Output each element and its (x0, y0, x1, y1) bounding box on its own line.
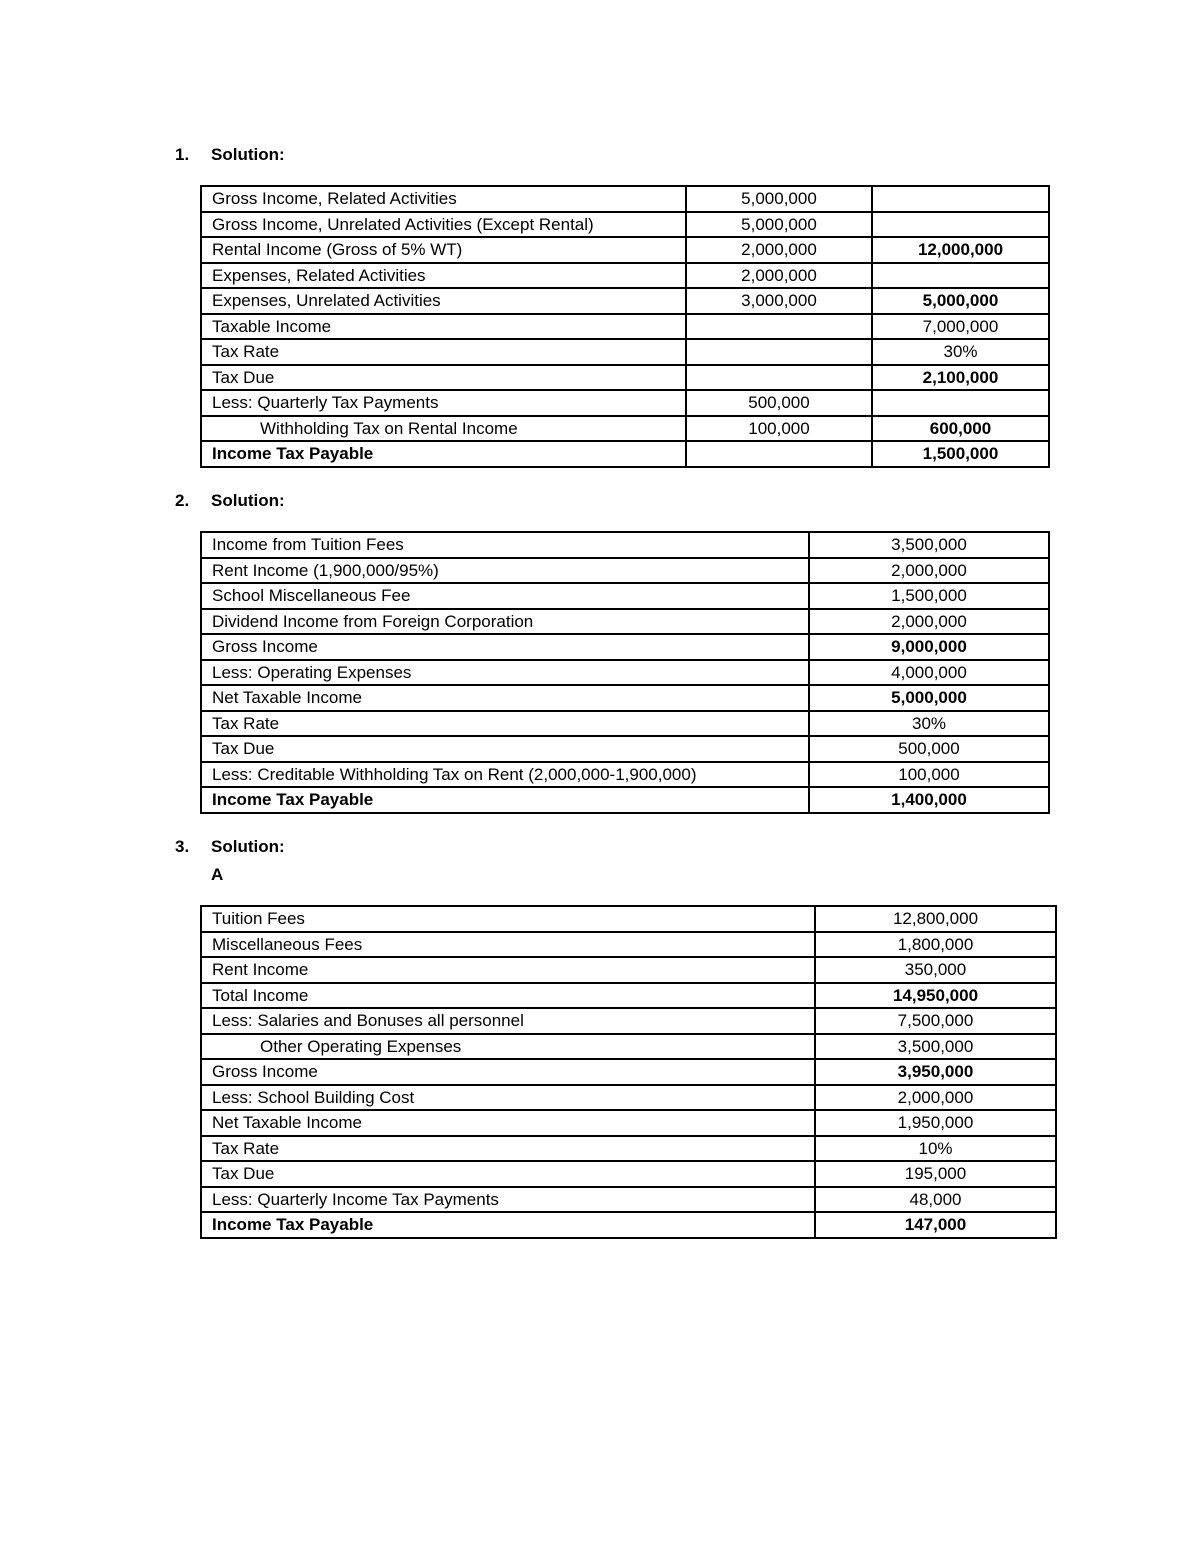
row-amount (686, 339, 872, 365)
row-value: 5,000,000 (809, 685, 1049, 711)
row-label: Less: Quarterly Income Tax Payments (201, 1187, 815, 1213)
table-row (201, 314, 1049, 340)
row-total (872, 390, 1049, 416)
row-total: 2,100,000 (872, 365, 1049, 391)
table-row (201, 762, 1049, 788)
row-value: 2,000,000 (809, 558, 1049, 584)
table-row (201, 1187, 1056, 1213)
table-row (201, 1085, 1056, 1111)
row-amount (686, 365, 872, 391)
row-value: 1,500,000 (809, 583, 1049, 609)
row-label: Tax Due (201, 365, 686, 391)
row-value: 3,950,000 (815, 1059, 1056, 1085)
row-label: Income Tax Payable (201, 441, 686, 467)
row-label: Less: Operating Expenses (201, 660, 809, 686)
row-value: 2,000,000 (809, 609, 1049, 635)
row-label: Income Tax Payable (201, 787, 809, 813)
solution-3-part-label: A (211, 865, 224, 884)
solution-1-title: Solution: (211, 145, 285, 164)
row-label: Less: Creditable Withholding Tax on Rent (2,000,000-1,900,000) (201, 762, 809, 788)
table-row (201, 1136, 1056, 1162)
table-row (201, 416, 1049, 442)
table-row (201, 660, 1049, 686)
table-row (201, 787, 1049, 813)
row-total: 1,500,000 (872, 441, 1049, 467)
row-label: Less: Quarterly Tax Payments (201, 390, 686, 416)
table-row (201, 983, 1056, 1009)
table-row (201, 365, 1049, 391)
table-row (201, 1008, 1056, 1034)
table-row (201, 1059, 1056, 1085)
row-value: 14,950,000 (815, 983, 1056, 1009)
row-total (872, 263, 1049, 289)
row-value: 9,000,000 (809, 634, 1049, 660)
row-label: Tax Due (201, 1161, 815, 1187)
table-row (201, 558, 1049, 584)
solution-2-number: 2. (175, 491, 190, 510)
table-row (201, 339, 1049, 365)
row-value: 10% (815, 1136, 1056, 1162)
row-value: 147,000 (815, 1212, 1056, 1238)
row-label: Rent Income (1,900,000/95%) (201, 558, 809, 584)
table-row (201, 237, 1049, 263)
row-label: Income from Tuition Fees (201, 532, 809, 558)
table-row (201, 932, 1056, 958)
table-row (201, 186, 1049, 212)
row-value: 1,800,000 (815, 932, 1056, 958)
table-row (201, 1212, 1056, 1238)
row-amount: 100,000 (686, 416, 872, 442)
row-amount: 500,000 (686, 390, 872, 416)
row-value: 100,000 (809, 762, 1049, 788)
row-label: Rent Income (201, 957, 815, 983)
table-row (201, 609, 1049, 635)
row-value: 30% (809, 711, 1049, 737)
row-value: 3,500,000 (809, 532, 1049, 558)
table-row (201, 532, 1049, 558)
table-row (201, 711, 1049, 737)
row-label: Dividend Income from Foreign Corporation (201, 609, 809, 635)
row-label: Gross Income (201, 1059, 815, 1085)
row-value: 12,800,000 (815, 906, 1056, 932)
row-label: Less: School Building Cost (201, 1085, 815, 1111)
table-row (201, 736, 1049, 762)
row-value: 1,950,000 (815, 1110, 1056, 1136)
row-value: 1,400,000 (809, 787, 1049, 813)
row-label: Gross Income, Unrelated Activities (Except Rental) (201, 212, 686, 238)
table-row (201, 263, 1049, 289)
row-total: 600,000 (872, 416, 1049, 442)
row-amount: 2,000,000 (686, 263, 872, 289)
table-row (201, 1110, 1056, 1136)
row-label: Total Income (201, 983, 815, 1009)
row-label: Net Taxable Income (201, 1110, 815, 1136)
row-total: 12,000,000 (872, 237, 1049, 263)
row-label: Miscellaneous Fees (201, 932, 815, 958)
row-total: 5,000,000 (872, 288, 1049, 314)
row-amount: 2,000,000 (686, 237, 872, 263)
row-value: 48,000 (815, 1187, 1056, 1213)
table-row (201, 441, 1049, 467)
table-row (201, 634, 1049, 660)
row-total: 7,000,000 (872, 314, 1049, 340)
row-amount: 3,000,000 (686, 288, 872, 314)
row-label: Gross Income (201, 634, 809, 660)
solution-1-number: 1. (175, 145, 190, 164)
table-row (201, 212, 1049, 238)
solution-3-number: 3. (175, 837, 190, 856)
solution-2-heading (175, 491, 285, 511)
row-total: 30% (872, 339, 1049, 365)
row-value: 3,500,000 (815, 1034, 1056, 1060)
table-row (201, 957, 1056, 983)
row-label: Income Tax Payable (201, 1212, 815, 1238)
solution-3-table (200, 905, 1057, 1239)
row-amount: 5,000,000 (686, 212, 872, 238)
table-row (201, 288, 1049, 314)
row-label: School Miscellaneous Fee (201, 583, 809, 609)
solution-1-table (200, 185, 1050, 468)
row-label: Withholding Tax on Rental Income (201, 416, 686, 442)
row-amount (686, 314, 872, 340)
row-label: Net Taxable Income (201, 685, 809, 711)
row-label: Tax Rate (201, 339, 686, 365)
row-label: Taxable Income (201, 314, 686, 340)
row-value: 7,500,000 (815, 1008, 1056, 1034)
table-row (201, 685, 1049, 711)
row-label: Tuition Fees (201, 906, 815, 932)
row-label: Tax Rate (201, 1136, 815, 1162)
table-row (201, 583, 1049, 609)
solution-3-title: Solution: (211, 837, 285, 856)
row-label: Tax Rate (201, 711, 809, 737)
row-label: Other Operating Expenses (201, 1034, 815, 1060)
solution-3-heading (175, 837, 285, 857)
table-row (201, 1034, 1056, 1060)
row-value: 4,000,000 (809, 660, 1049, 686)
row-total (872, 186, 1049, 212)
solution-1-heading (175, 145, 285, 165)
row-label: Tax Due (201, 736, 809, 762)
row-label: Gross Income, Related Activities (201, 186, 686, 212)
table-row (201, 1161, 1056, 1187)
row-amount (686, 441, 872, 467)
solution-2-title: Solution: (211, 491, 285, 510)
row-label: Expenses, Related Activities (201, 263, 686, 289)
row-label: Rental Income (Gross of 5% WT) (201, 237, 686, 263)
row-value: 2,000,000 (815, 1085, 1056, 1111)
row-value: 500,000 (809, 736, 1049, 762)
table-row (201, 390, 1049, 416)
row-label: Less: Salaries and Bonuses all personnel (201, 1008, 815, 1034)
row-total (872, 212, 1049, 238)
row-value: 350,000 (815, 957, 1056, 983)
row-amount: 5,000,000 (686, 186, 872, 212)
row-label: Expenses, Unrelated Activities (201, 288, 686, 314)
row-value: 195,000 (815, 1161, 1056, 1187)
table-row (201, 906, 1056, 932)
solution-2-table (200, 531, 1050, 814)
